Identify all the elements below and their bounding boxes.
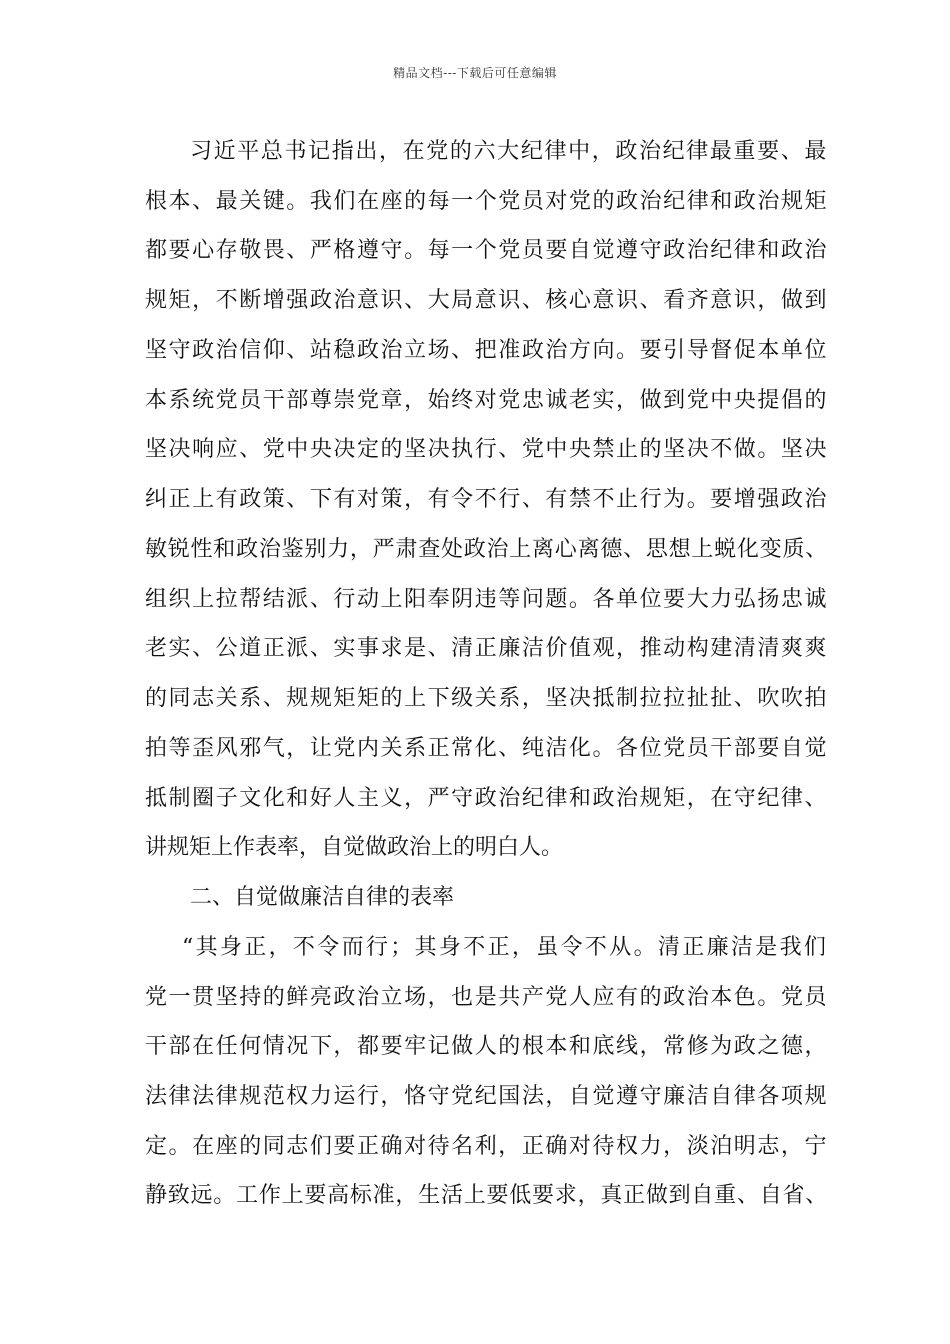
text-line: 的同志关系、规规矩矩的上下级关系，坚决抵制拉拉扯扯、吹吹拍 [145, 686, 829, 711]
text-line: 干部在任何情况下，都要牢记做人的根本和底线，常修为政之德， [145, 1034, 829, 1059]
text-line: 都要心存敬畏、严格遵守。每一个党员要自觉遵守政治纪律和政治 [145, 238, 829, 263]
text-line: 根本、最关键。我们在座的每一个党员对党的政治纪律和政治规矩 [145, 189, 829, 214]
text-line: 坚决响应、党中央决定的坚决执行、党中央禁止的坚决不做。坚决 [145, 437, 829, 462]
text-line: 定。在座的同志们要正确对待名利，正确对待权力，淡泊明志，宁 [145, 1134, 829, 1159]
text-line: 本系统党员干部尊崇党章，始终对党忠诚老实，做到党中央提倡的 [145, 388, 829, 413]
text-line: 组织上拉帮结派、行动上阳奉阴违等问题。各单位要大力弘扬忠诚 [145, 587, 829, 612]
text-line: 习近平总书记指出，在党的六大纪律中，政治纪律最重要、最 [190, 139, 829, 164]
text-line: 纠正上有政策、下有对策，有令不行、有禁不止行为。要增强政治 [145, 487, 829, 512]
text-line: 老实、公道正派、实事求是、清正廉洁价值观，推动构建清清爽爽 [145, 636, 829, 661]
text-line: 坚守政治信仰、站稳政治立场、把准政治方向。要引导督促本单位 [145, 338, 829, 363]
section-heading: 二、自觉做廉洁自律的表率 [190, 885, 455, 910]
page-header: 精品文档---下载后可任意编辑 [393, 66, 557, 80]
text-line: 党一贯坚持的鲜亮政治立场，也是共产党人应有的政治本色。党员 [145, 985, 829, 1010]
text-line: 法律法律规范权力运行，恪守党纪国法，自觉遵守廉洁自律各项规 [145, 1084, 829, 1109]
text-line: 静致远。工作上要高标准，生活上要低要求，真正做到自重、自省、 [145, 1183, 829, 1208]
text-line: 讲规矩上作表率，自觉做政治上的明白人。 [145, 835, 564, 860]
text-line: 规矩，不断增强政治意识、大局意识、核心意识、看齐意识，做到 [145, 288, 829, 313]
text-line: “其身正，不令而行；其身不正，虽令不从。清正廉洁是我们 [182, 935, 829, 960]
text-line: 拍等歪风邪气，让党内关系正常化、纯洁化。各位党员干部要自觉 [145, 736, 829, 761]
text-line: 敏锐性和政治鉴别力，严肃查处政治上离心离德、思想上蜕化变质、 [145, 537, 829, 562]
text-line: 抵制圈子文化和好人主义，严守政治纪律和政治规矩，在守纪律、 [145, 786, 829, 811]
